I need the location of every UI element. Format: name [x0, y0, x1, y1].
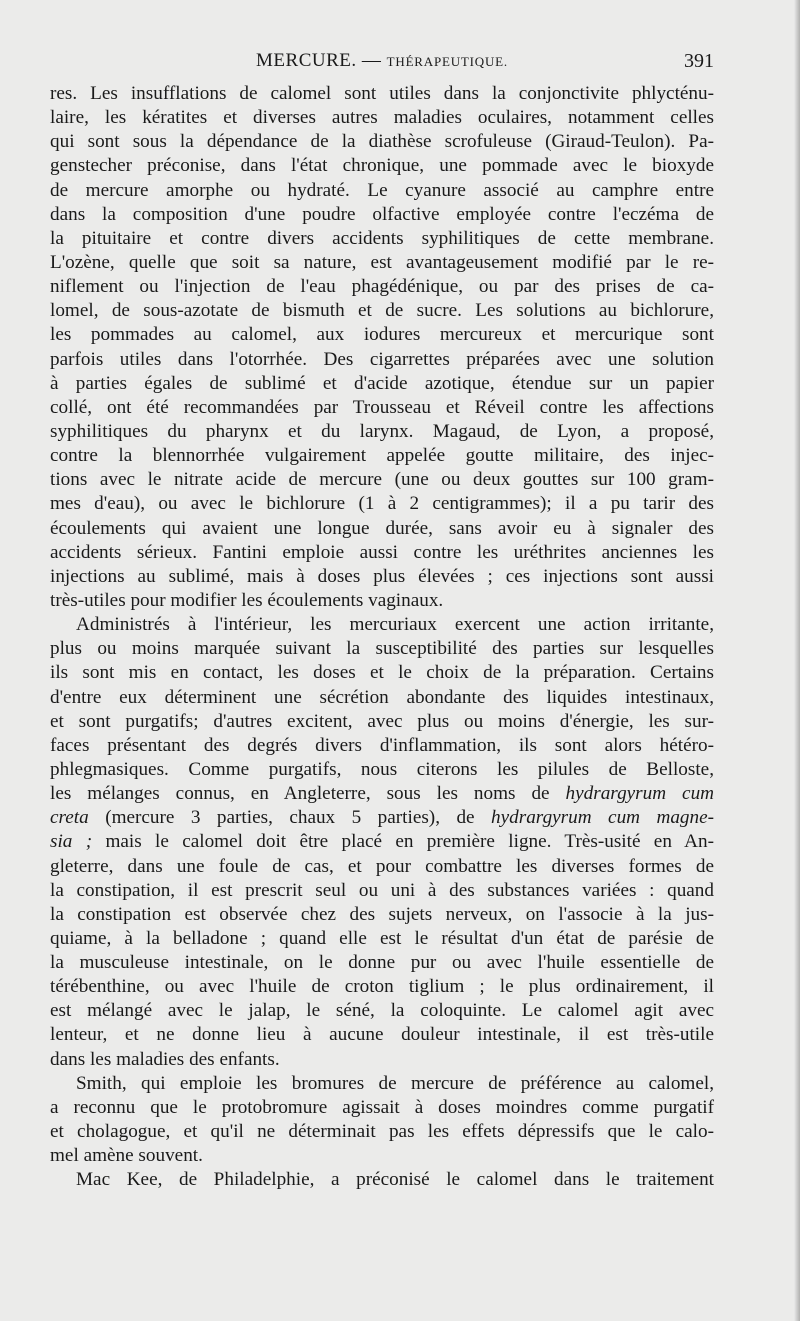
- line-text: à parties égales de sublimé et d'acide azotique, étendue sur un papier: [50, 372, 714, 394]
- text-line: [50, 613, 714, 637]
- text-line: [50, 179, 714, 203]
- text-line: [50, 637, 714, 661]
- text-line: [50, 734, 714, 758]
- text-line: [50, 203, 714, 227]
- line-text: quiame, à la belladone ; quand elle est le résultat d'un état de parésie de: [50, 927, 714, 949]
- text-line: [50, 154, 714, 178]
- line-text: ils sont mis en contact, les doses et le choix de la préparation. Certains: [50, 662, 714, 684]
- text-line: [50, 1168, 714, 1192]
- line-text: genstecher préconise, dans l'état chronique, une pommade avec le bioxyde: [50, 155, 714, 177]
- text-line: [50, 927, 714, 951]
- line-text: mes d'eau), ou avec le bichlorure (1 à 2 centigrammes); il a pu tarir des: [50, 493, 714, 515]
- line-text: et cholagogue, et qu'il ne déterminait pas les effets dépressifs que le calo-: [50, 1121, 714, 1143]
- line-text: térébenthine, ou avec l'huile de croton tiglium ; le plus ordinairement, il: [50, 976, 714, 998]
- line-text: lenteur, et ne donne lieu à aucune douleur intestinale, il est très-utile: [50, 1024, 714, 1046]
- line-text: tions avec le nitrate acide de mercure (une ou deux gouttes sur 100 gram-: [50, 469, 714, 491]
- line-text: d'entre eux déterminent une sécrétion abondante des liquides intestinaux,: [50, 686, 714, 708]
- text-line: [50, 130, 714, 154]
- line-text: gleterre, dans une foule de cas, et pour combattre les diverses formes de: [50, 855, 714, 877]
- text-line: [50, 975, 714, 999]
- line-text: Mac Kee, de Philadelphie, a préconisé le calomel dans le traitement: [76, 1169, 714, 1191]
- page-number: 391: [684, 50, 714, 72]
- text-line: [50, 444, 714, 468]
- text-line: [50, 323, 714, 347]
- text-line: [50, 348, 714, 372]
- italic-term: sia ;: [50, 831, 93, 853]
- text-line: [50, 903, 714, 927]
- text-line: [50, 1023, 714, 1047]
- chapter-title: MERCURE.: [256, 50, 357, 71]
- text-line: [50, 661, 714, 685]
- text-line: [50, 420, 714, 444]
- line-text: les mélanges connus, en Angleterre, sous les noms de: [50, 783, 550, 805]
- body-text: [50, 82, 714, 1192]
- text-line: [50, 1144, 714, 1168]
- line-text: res. Les insufflations de calomel sont utiles dans la conjonctivite phlycténu-: [50, 83, 714, 104]
- text-line: [50, 372, 714, 396]
- line-text: a reconnu que le protobromure agissait à doses moindres comme purgatif: [50, 1096, 714, 1118]
- text-line: [50, 686, 714, 710]
- text-line: [50, 468, 714, 492]
- text-line: [50, 1096, 714, 1120]
- text-line: [50, 710, 714, 734]
- line-text: la pituitaire et contre divers accidents syphilitiques de cette membrane.: [50, 227, 714, 249]
- line-text: qui sont sous la dépendance de la diathèse scrofuleuse (Giraud-Teulon). Pa-: [50, 131, 714, 153]
- line-text: les pommades au calomel, aux iodures mercureux et mercurique sont: [50, 324, 714, 346]
- text-line: [50, 82, 714, 106]
- line-text: contre la blennorrhée vulgairement appelée goutte militaire, des injec-: [50, 445, 714, 467]
- title-dash: —: [361, 50, 382, 71]
- text-line: [50, 227, 714, 251]
- italic-term: creta: [50, 807, 89, 829]
- line-text: de mercure amorphe ou hydraté. Le cyanure associé au camphre entre: [50, 179, 714, 201]
- text-line: [50, 782, 714, 806]
- line-text: parfois utiles dans l'otorrhée. Des cigarrettes préparées avec une solution: [50, 348, 714, 370]
- line-text: Administrés à l'intérieur, les mercuriaux exercent une action irritante,: [76, 614, 714, 636]
- line-text: la musculeuse intestinale, on le donne pur ou avec l'huile essentielle de: [50, 952, 714, 974]
- text-line: [50, 517, 714, 541]
- text-line: [50, 758, 714, 782]
- line-text: collé, ont été recommandées par Trousseau et Réveil contre les affections: [50, 396, 714, 418]
- line-text: laire, les kératites et diverses autres maladies oculaires, notamment celles: [50, 107, 714, 129]
- text-line: [50, 806, 714, 830]
- line-text: L'ozène, quelle que soit sa nature, est avantageusement modifié par le re-: [50, 251, 714, 273]
- text-line: [50, 492, 714, 516]
- line-text: très-utiles pour modifier les écoulements vaginaux.: [50, 589, 444, 611]
- line-text: est mélangé avec le jalap, le séné, la coloquinte. Le calomel agit avec: [50, 1000, 714, 1022]
- text-line: [50, 275, 714, 299]
- line-text: injections au sublimé, mais à doses plus élevées ; ces injections sont aussi: [50, 565, 714, 587]
- italic-term: hydrargyrum cum: [565, 783, 715, 805]
- text-line: [50, 565, 714, 589]
- text-line: [50, 1072, 714, 1096]
- line-text: et sont purgatifs; d'autres excitent, avec plus ou moins d'énergie, les sur-: [50, 710, 714, 732]
- running-head: [50, 50, 714, 80]
- section-title: THÉRAPEUTIQUE.: [386, 54, 508, 69]
- text-line: [50, 106, 714, 130]
- line-text: dans la composition d'une poudre olfactive employée contre l'eczéma de: [50, 203, 714, 225]
- line-text: la constipation, il est prescrit seul ou uni à des substances variées : quand: [50, 879, 714, 901]
- text-line: [50, 855, 714, 879]
- line-text: mais le calomel doit être placé en première ligne. Très-usité en An-: [105, 831, 715, 853]
- line-text: lomel, de sous-azotate de bismuth et de sucre. Les solutions au bichlorure,: [50, 300, 714, 322]
- line-text: faces présentant des degrés divers d'inflammation, ils sont alors hétéro-: [50, 734, 714, 756]
- line-text: Smith, qui emploie les bromures de mercure de préférence au calomel,: [76, 1072, 714, 1094]
- line-text: la constipation est observée chez des sujets nerveux, on l'associe à la jus-: [50, 903, 714, 925]
- line-text: plus ou moins marquée suivant la susceptibilité des parties sur lesquelles: [50, 638, 714, 660]
- line-text: phlegmasiques. Comme purgatifs, nous citerons les pilules de Belloste,: [50, 758, 714, 780]
- italic-term: hydrargyrum cum magne-: [491, 807, 715, 829]
- running-title: [50, 50, 714, 72]
- line-text: accidents sérieux. Fantini emploie aussi contre les uréthrites anciennes les: [50, 541, 714, 563]
- text-line: [50, 396, 714, 420]
- text-line: [50, 251, 714, 275]
- line-text: dans les maladies des enfants.: [50, 1048, 280, 1070]
- text-line: [50, 879, 714, 903]
- text-line: [50, 541, 714, 565]
- line-text: mel amène souvent.: [50, 1145, 203, 1167]
- text-line: [50, 951, 714, 975]
- text-line: [50, 999, 714, 1023]
- text-line: [50, 299, 714, 323]
- text-line: [50, 1120, 714, 1144]
- line-text: (mercure 3 parties, chaux 5 parties), de: [105, 807, 475, 829]
- text-line: [50, 589, 714, 613]
- line-text: écoulements qui avaient une longue durée, sans avoir eu à signaler des: [50, 517, 714, 539]
- text-line: [50, 830, 714, 854]
- text-line: [50, 1048, 714, 1072]
- line-text: syphilitiques du pharynx et du larynx. Magaud, de Lyon, a proposé,: [50, 420, 714, 442]
- line-text: niflement ou l'injection de l'eau phagédénique, ou par des prises de ca-: [50, 276, 714, 298]
